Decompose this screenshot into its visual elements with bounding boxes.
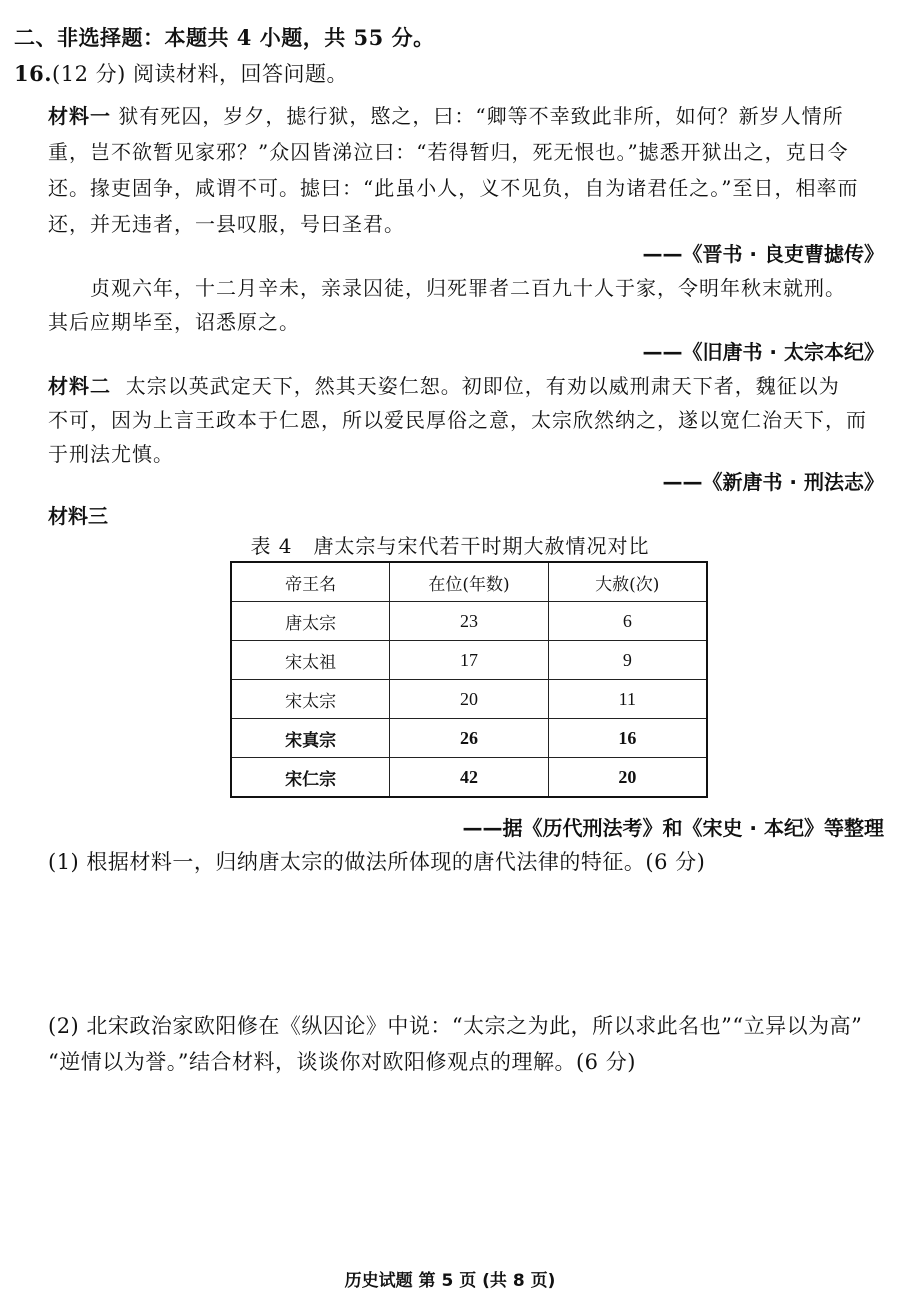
cell-name: 宋太祖 — [231, 641, 390, 680]
question-16-heading — [14, 58, 348, 88]
header-cell-name: 帝王名 — [231, 562, 390, 602]
cell-years: 23 — [390, 602, 548, 641]
cell-years: 20 — [390, 680, 548, 719]
amnesty-table — [230, 561, 708, 798]
material1-label: 材料一 — [48, 104, 111, 128]
cell-years: 17 — [390, 641, 548, 680]
cell-years: 42 — [390, 758, 548, 798]
material1-line-2: 重，岂不欲暂见家邪？”众囚皆涕泣曰：“若得暂归，死无恨也。”摅悉开狱出之，克日令 — [48, 140, 849, 164]
cell-amnesties: 11 — [548, 680, 707, 719]
material1-para2-line-2: 其后应期毕至，诏悉原之。 — [48, 310, 300, 334]
material2-line-1 — [48, 370, 840, 399]
cell-amnesties: 6 — [548, 602, 707, 641]
material2-line-3: 于刑法尤慎。 — [48, 442, 174, 466]
question-intro: (12 分) 阅读材料，回答问题。 — [52, 62, 349, 86]
header-cell-amnesties: 大赦(次) — [548, 562, 707, 602]
material1-source-1: ——《晋书 · 良吏曹摅传》 — [642, 242, 884, 266]
table-caption: 表 4 唐太宗与宋代若干时期大赦情况对比 — [250, 534, 650, 558]
material2-source: ——《新唐书 · 刑法志》 — [662, 470, 884, 494]
material1-line-4: 还，并无违者，一县叹服，号曰圣君。 — [48, 212, 405, 236]
sub-question-1: (1) 根据材料一，归纳唐太宗的做法所体现的唐代法律的特征。(6 分) — [48, 850, 706, 874]
cell-amnesties: 9 — [548, 641, 707, 680]
cell-amnesties: 20 — [548, 758, 707, 798]
sub-question-2-line-2: “逆情以为誉。”结合材料，谈谈你对欧阳修观点的理解。(6 分) — [48, 1050, 636, 1074]
cell-name: 唐太宗 — [231, 602, 390, 641]
material3-label: 材料三 — [48, 504, 108, 528]
material3-source: ——据《历代刑法考》和《宋史 · 本纪》等整理 — [462, 816, 884, 840]
material2-text-0: 太宗以英武定天下，然其天姿仁恕。初即位，有劝以威刑肃天下者，魏征以为 — [125, 374, 840, 398]
material1-line-1 — [48, 100, 844, 129]
cell-name: 宋真宗 — [231, 719, 390, 758]
table-row — [231, 602, 707, 641]
material1-source-2: ——《旧唐书 · 太宗本纪》 — [642, 340, 884, 364]
table-row — [231, 758, 707, 798]
table-row — [231, 680, 707, 719]
cell-name: 宋仁宗 — [231, 758, 390, 798]
material2-line-2: 不可，因为上言王政本于仁恩，所以爱民厚俗之意，太宗欣然纳之，遂以宽仁治天下，而 — [48, 408, 867, 432]
cell-years: 26 — [390, 719, 548, 758]
cell-name: 宋太宗 — [231, 680, 390, 719]
question-number: 16. — [14, 61, 53, 86]
header-cell-years: 在位(年数) — [390, 562, 548, 602]
table-row — [231, 719, 707, 758]
sub-question-2-line-1: (2) 北宋政治家欧阳修在《纵囚论》中说：“太宗之为此，所以求此名也”“立异以为高” — [48, 1014, 863, 1038]
page-footer: 历史试题 第 5 页 (共 8 页) — [344, 1271, 556, 1291]
material1-para2-line-1: 贞观六年，十二月辛未，亲录囚徒，归死罪者二百九十人于家，令明年秋末就刑。 — [90, 276, 846, 300]
section-title: 二、非选择题：本题共 4 小题，共 55 分。 — [14, 25, 435, 50]
material1-line-3: 还。掾吏固争，咸谓不可。摅曰：“此虽小人，义不见负，自为诸君任之。”至日，相率而 — [48, 176, 859, 200]
cell-amnesties: 16 — [548, 719, 707, 758]
material2-label: 材料二 — [48, 374, 111, 398]
table-row — [231, 641, 707, 680]
table-header-row — [231, 562, 707, 602]
material1-text-0: 狱有死囚，岁夕，摅行狱，愍之，曰：“卿等不幸致此非所，如何？新岁人情所 — [118, 104, 844, 128]
